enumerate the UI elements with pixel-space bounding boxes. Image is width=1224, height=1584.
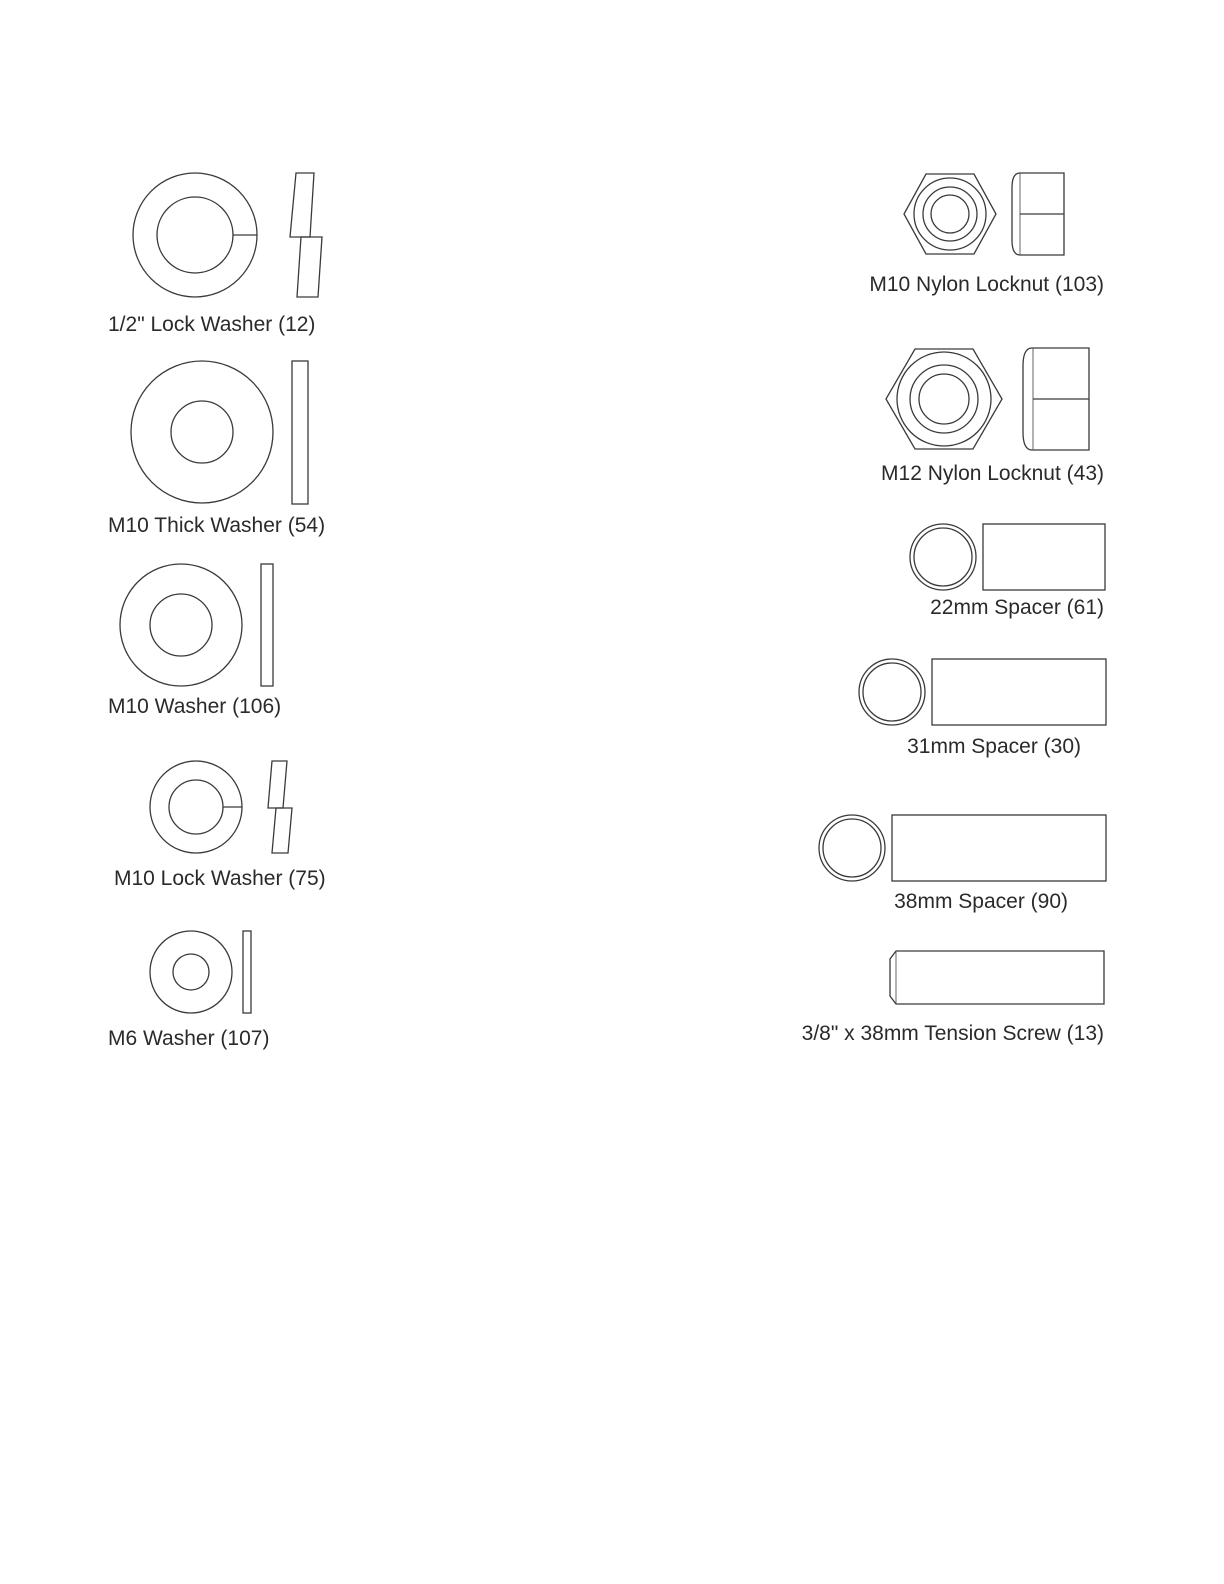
flat-washer-icon [131, 361, 308, 504]
part-label: 1/2" Lock Washer (12) [108, 313, 316, 336]
part-spacer-38mm [819, 815, 1106, 913]
lock-washer-icon [133, 173, 322, 297]
part-label: 22mm Spacer (61) [930, 596, 1104, 619]
part-label: M12 Nylon Locknut (43) [881, 462, 1104, 485]
part-label: 38mm Spacer (90) [894, 890, 1068, 913]
part-m10-thick-washer [108, 361, 325, 537]
flat-washer-icon [120, 564, 273, 686]
part-label: 3/8" x 38mm Tension Screw (13) [801, 1022, 1104, 1045]
lock-washer-icon [150, 761, 292, 853]
part-label: M10 Washer (106) [108, 695, 282, 718]
spacer-icon [859, 659, 1106, 725]
part-m12-nylon-locknut [881, 348, 1104, 485]
part-m10-washer [108, 564, 281, 718]
tension-screw-icon [890, 951, 1104, 1004]
part-label: 31mm Spacer (30) [907, 735, 1081, 758]
part-lock-washer-half [108, 173, 322, 336]
part-m6-washer [108, 931, 269, 1050]
part-tension-screw [802, 951, 1104, 1045]
part-label: M6 Washer (107) [108, 1027, 270, 1050]
part-m10-nylon-locknut [869, 173, 1104, 296]
part-label: M10 Nylon Locknut (103) [869, 273, 1104, 296]
part-spacer-22mm [910, 524, 1105, 619]
part-label: M10 Thick Washer (54) [108, 514, 326, 537]
flat-washer-icon [150, 931, 251, 1013]
spacer-icon [910, 524, 1105, 590]
part-spacer-31mm [859, 659, 1106, 758]
part-label: M10 Lock Washer (75) [114, 867, 326, 890]
part-m10-lock-washer [114, 761, 326, 890]
hex-locknut-icon [904, 173, 1064, 255]
spacer-icon [819, 815, 1106, 881]
hex-locknut-icon [886, 348, 1089, 450]
